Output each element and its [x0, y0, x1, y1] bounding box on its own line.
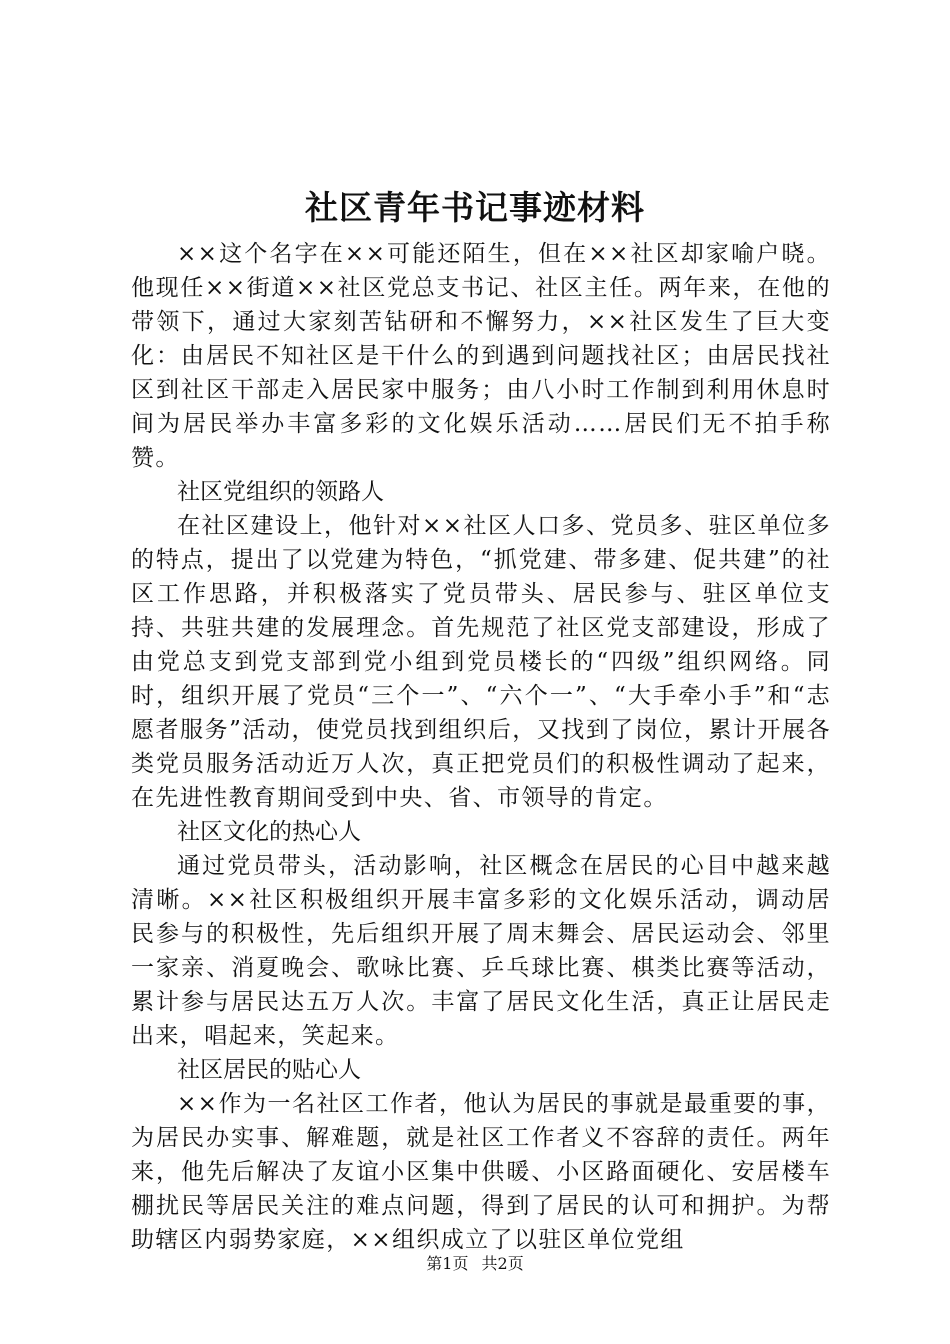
- section-heading-party-leader: 社区党组织的领路人: [177, 479, 384, 505]
- document-body: [131, 237, 831, 1257]
- page-number-total: 共2页: [481, 1254, 524, 1273]
- paragraph-culture: 通过党员带头，活动影响，社区概念在居民的心目中越来越清晰。××社区积极组织开展丰富多彩的文化娱乐活动，调动居民参与的积极性，先后组织开展了周末舞会、居民运动会、邻里一家亲、消夏晚会、歌咏比赛、乒乓球比赛、棋类比赛等活动，累计参与居民达五万人次。丰富了居民文化生活，真正让居民走出来，唱起来，笑起来。: [131, 853, 831, 1049]
- paragraph-party-building: 在社区建设上，他针对××社区人口多、党员多、驻区单位多的特点，提出了以党建为特色，“抓党建、带多建、促共建”的社区工作思路，并积极落实了党员带头、居民参与、驻区单位支持、共驻共建的发展理念。首先规范了社区党支部建设，形成了由党总支到党支部到党小组到党员楼长的“四级”组织网络。同时，组织开展了党员“三个一”、“六个一”、“大手牵小手”和“志愿者服务”活动，使党员找到组织后，又找到了岗位，累计开展各类党员服务活动近万人次，真正把党员们的积极性调动了起来，在先进性教育期间受到中央、省、市领导的肯定。: [131, 513, 831, 811]
- section-heading-culture: 社区文化的热心人: [177, 819, 361, 845]
- paragraph-residents: ××作为一名社区工作者，他认为居民的事就是最重要的事，为居民办实事、解难题，就是社区工作者义不容辞的责任。两年来，他先后解决了友谊小区集中供暖、小区路面硬化、安居楼车棚扰民等居民关注的难点问题，得到了居民的认可和拥护。为帮助辖区内弱势家庭，××组织成立了以驻区单位党组: [131, 1091, 831, 1253]
- paragraph-intro: ××这个名字在××可能还陌生，但在××社区却家喻户晓。他现任××街道××社区党总支书记、社区主任。两年来，在他的带领下，通过大家刻苦钻研和不懈努力，××社区发生了巨大变化：由居民不知社区是干什么的到遇到问题找社区；由居民找社区到社区干部走入居民家中服务；由八小时工作制到利用休息时间为居民举办丰富多彩的文化娱乐活动……居民们无不拍手称赞。: [131, 241, 831, 471]
- page-footer: [0, 1254, 950, 1274]
- page-number-current: 第1页: [426, 1254, 469, 1273]
- document-title: 社区青年书记事迹材料: [305, 188, 645, 227]
- section-heading-residents: 社区居民的贴心人: [177, 1057, 361, 1083]
